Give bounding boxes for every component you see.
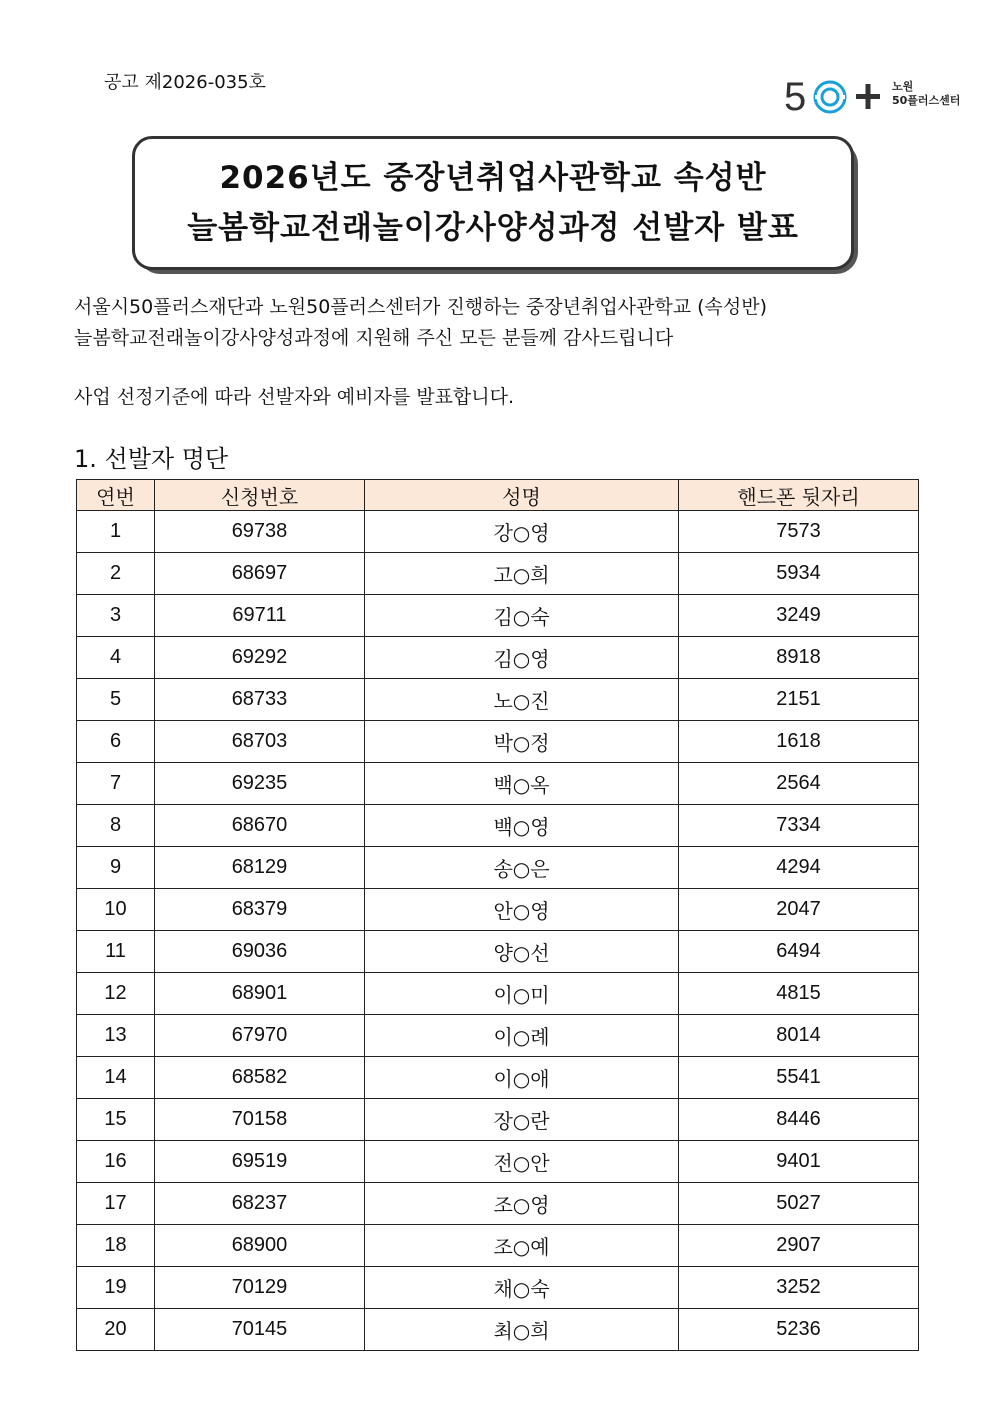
title-line-1: 2026년도 중장년취업사관학교 속성반 [219, 160, 767, 196]
cell-seq: 16 [77, 1141, 155, 1183]
cell-phone-last-digits: 3252 [679, 1267, 919, 1309]
intro-line-1: 서울시50플러스재단과 노원50플러스센터가 진행하는 중장년취업사관학교 (속성반) [74, 296, 768, 318]
notice-number: 공고 제2026-035호 [104, 72, 266, 93]
cell-seq: 17 [77, 1183, 155, 1225]
cell-name: 최○희 [365, 1309, 679, 1351]
cell-phone-last-digits: 5027 [679, 1183, 919, 1225]
table-row [77, 931, 919, 973]
intro-paragraph [74, 292, 767, 354]
cell-name: 전○안 [365, 1141, 679, 1183]
table-row [77, 1141, 919, 1183]
cell-name: 조○예 [365, 1225, 679, 1267]
header-name: 성명 [365, 480, 679, 511]
table-body [77, 511, 919, 1351]
cell-name: 백○영 [365, 805, 679, 847]
intro-line-3: 사업 선정기준에 따라 선발자와 예비자를 발표합니다. [74, 386, 515, 408]
cell-phone-last-digits: 4815 [679, 973, 919, 1015]
logo-line-2: 50플러스센터 [892, 94, 961, 107]
cell-application-no: 70145 [155, 1309, 365, 1351]
cell-seq: 13 [77, 1015, 155, 1057]
cell-phone-last-digits: 2564 [679, 763, 919, 805]
cell-phone-last-digits: 4294 [679, 847, 919, 889]
cell-application-no: 68697 [155, 553, 365, 595]
cell-application-no: 68703 [155, 721, 365, 763]
cell-application-no: 69235 [155, 763, 365, 805]
cell-phone-last-digits: 9401 [679, 1141, 919, 1183]
cell-seq: 7 [77, 763, 155, 805]
cell-seq: 20 [77, 1309, 155, 1351]
table-row [77, 805, 919, 847]
cell-name: 이○애 [365, 1057, 679, 1099]
table-row [77, 1267, 919, 1309]
cell-application-no: 68901 [155, 973, 365, 1015]
intro-line-2: 늘봄학교전래놀이강사양성과정에 지원해 주신 모든 분들께 감사드립니다 [74, 327, 674, 349]
cell-name: 조○영 [365, 1183, 679, 1225]
cell-phone-last-digits: 8446 [679, 1099, 919, 1141]
cell-phone-last-digits: 2151 [679, 679, 919, 721]
cell-name: 박○정 [365, 721, 679, 763]
cell-name: 김○숙 [365, 595, 679, 637]
cell-application-no: 68670 [155, 805, 365, 847]
header-seq: 연번 [77, 480, 155, 511]
table-row [77, 973, 919, 1015]
selected-roster-table [76, 479, 919, 1351]
table-row [77, 1099, 919, 1141]
cell-phone-last-digits: 6494 [679, 931, 919, 973]
cell-name: 양○선 [365, 931, 679, 973]
cell-phone-last-digits: 3249 [679, 595, 919, 637]
cell-phone-last-digits: 2907 [679, 1225, 919, 1267]
cell-application-no: 70129 [155, 1267, 365, 1309]
cell-name: 노○진 [365, 679, 679, 721]
cell-seq: 18 [77, 1225, 155, 1267]
table-row [77, 889, 919, 931]
cell-application-no: 68129 [155, 847, 365, 889]
cell-application-no: 68733 [155, 679, 365, 721]
cell-application-no: 70158 [155, 1099, 365, 1141]
cell-application-no: 69711 [155, 595, 365, 637]
logo-mark-icon [784, 72, 888, 120]
cell-phone-last-digits: 8918 [679, 637, 919, 679]
cell-phone-last-digits: 5934 [679, 553, 919, 595]
cell-seq: 2 [77, 553, 155, 595]
cell-name: 백○옥 [365, 763, 679, 805]
table-row [77, 679, 919, 721]
svg-text:5: 5 [784, 75, 807, 119]
header-phone-last-digits: 핸드폰 뒷자리 [679, 480, 919, 511]
cell-application-no: 67970 [155, 1015, 365, 1057]
cell-application-no: 68379 [155, 889, 365, 931]
cell-phone-last-digits: 7334 [679, 805, 919, 847]
title-box [132, 136, 854, 270]
cell-phone-last-digits: 5236 [679, 1309, 919, 1351]
cell-name: 고○희 [365, 553, 679, 595]
cell-seq: 6 [77, 721, 155, 763]
cell-phone-last-digits: 8014 [679, 1015, 919, 1057]
cell-seq: 8 [77, 805, 155, 847]
table-row [77, 637, 919, 679]
cell-application-no: 69036 [155, 931, 365, 973]
cell-seq: 3 [77, 595, 155, 637]
cell-seq: 1 [77, 511, 155, 553]
cell-name: 김○영 [365, 637, 679, 679]
cell-name: 송○은 [365, 847, 679, 889]
table-header-row [77, 480, 919, 511]
table-row [77, 1057, 919, 1099]
table-row [77, 1015, 919, 1057]
table-row [77, 847, 919, 889]
table-row [77, 1309, 919, 1351]
cell-seq: 4 [77, 637, 155, 679]
cell-name: 안○영 [365, 889, 679, 931]
cell-seq: 5 [77, 679, 155, 721]
table-row [77, 595, 919, 637]
logo-line-1: 노원 [892, 80, 914, 93]
cell-name: 이○미 [365, 973, 679, 1015]
table-row [77, 1183, 919, 1225]
table-row [77, 511, 919, 553]
section-title: 1. 선발자 명단 [74, 445, 229, 473]
center-logo [784, 72, 974, 120]
cell-application-no: 69738 [155, 511, 365, 553]
cell-phone-last-digits: 7573 [679, 511, 919, 553]
cell-seq: 9 [77, 847, 155, 889]
logo-wordmark [892, 80, 960, 108]
table-row [77, 721, 919, 763]
cell-seq: 11 [77, 931, 155, 973]
cell-seq: 19 [77, 1267, 155, 1309]
cell-application-no: 68582 [155, 1057, 365, 1099]
cell-application-no: 69519 [155, 1141, 365, 1183]
cell-phone-last-digits: 2047 [679, 889, 919, 931]
cell-seq: 12 [77, 973, 155, 1015]
cell-seq: 15 [77, 1099, 155, 1141]
cell-name: 이○례 [365, 1015, 679, 1057]
cell-seq: 10 [77, 889, 155, 931]
cell-application-no: 68900 [155, 1225, 365, 1267]
title-line-2: 늘봄학교전래놀이강사양성과정 선발자 발표 [187, 210, 799, 246]
cell-name: 채○숙 [365, 1267, 679, 1309]
table-row [77, 1225, 919, 1267]
cell-name: 장○란 [365, 1099, 679, 1141]
header-application-no: 신청번호 [155, 480, 365, 511]
table-row [77, 763, 919, 805]
cell-phone-last-digits: 1618 [679, 721, 919, 763]
table-row [77, 553, 919, 595]
cell-phone-last-digits: 5541 [679, 1057, 919, 1099]
cell-application-no: 68237 [155, 1183, 365, 1225]
cell-seq: 14 [77, 1057, 155, 1099]
cell-application-no: 69292 [155, 637, 365, 679]
cell-name: 강○영 [365, 511, 679, 553]
